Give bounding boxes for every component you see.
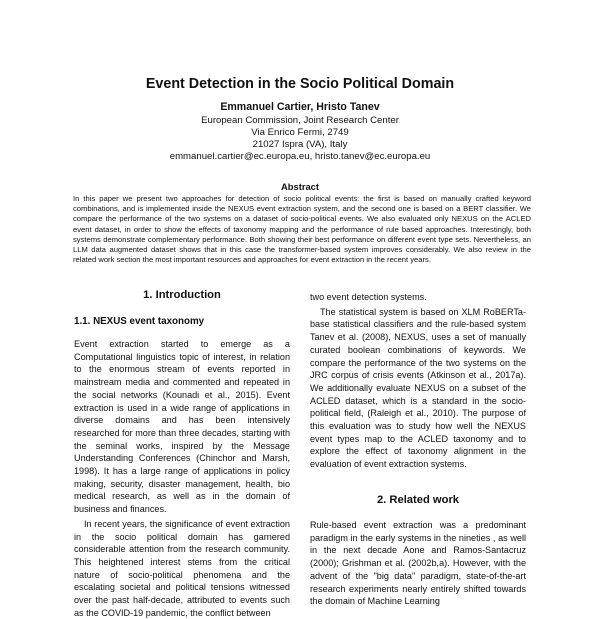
subsection-heading-nexus-taxonomy: 1.1. NEXUS event taxonomy (74, 316, 205, 327)
body-paragraph: Event extraction started to emerge as a Computational linguistics topic of interest, in relation to the enormous stream of events reported in mainstream media and commented and repeated in the social networks (Kounadi et al., 2015). Event extraction is used in a wide range of applications in diverse domains and has been intensively researched for more than three decades, starting with the seminal works, inspired by the Message Understanding Conferences (Chinchor and Marsh, 1998). It has a large range of applications in policy making, security, disaster management, health, bio medical research, as well as in the domain of business and finances. (74, 339, 290, 515)
section-heading-introduction: 1. Introduction (143, 289, 221, 301)
paper-authors: Emmanuel Cartier, Hristo Tanev (220, 101, 380, 113)
abstract-text: In this paper we present two approaches for detection of socio political events: the first is based on manually crafted keyword combinations, and is implemented inside the NEXUS event extraction system, and the second one is based on a BERT classifier. We compare the performance of the two systems on a dataset of socio-political events. We also evaluated only NEXUS on the ACLED event dataset, in order to show the effects of taxonomy mapping and the performance of rule based approaches. Interestingly, both systems demonstrate complementary performance. Both showing their best performance on different event type sets. Nevertheless, an LLM data augmented dataset shows that in this case the transformer-based system improves considerably. We also review in the related work section the most important resources and approaches for event extraction in the recent years. (73, 194, 531, 265)
right-column-body (310, 291, 526, 471)
body-paragraph: In recent years, the significance of event extraction in the socio political domain has garnered considerable attention from the research community. This heightened interest stems from the critical nature of socio-political phenomena and the escalating societal and political tensions witnessed over the past half-decade, attributed to events such as the COVID-19 pandemic, the conflict between (74, 518, 290, 618)
abstract-heading: Abstract (280, 181, 320, 192)
author-emails: emmanuel.cartier@ec.europa.eu, hristo.tanev@ec.europa.eu (169, 151, 431, 162)
affiliation-line: 21027 Ispra (VA), Italy (252, 139, 348, 150)
affiliation-line: Via Enrico Fermi, 2749 (251, 127, 349, 138)
paper-title: Event Detection in the Socio Political Domain (145, 76, 455, 92)
section-heading-related-work: 2. Related work (376, 494, 460, 506)
body-paragraph: two event detection systems. (310, 292, 427, 302)
left-column-body (74, 338, 290, 619)
body-paragraph: The statistical system is based on XLM RoBERTa-base statistical classifiers and the rule-based system Tanev et al. (2008), NEXUS, uses a set of manually curated boolean combinations of keywords. We compare the performance of the two systems on the JRC corpus of crisis events (Atkinson et al., 2017a). We additionally evaluate NEXUS on a subset of the ACLED dataset, which is a standard in the socio-political field, (Raleigh et al., 2010). The purpose of this evaluation was to study how well the NEXUS event types map to the ACLED taxonomy and to explore the effect of taxonomy alignment in the evaluation of event extraction systems. (310, 306, 526, 470)
right-column-body-2 (310, 519, 526, 608)
affiliation-line: European Commission, Joint Research Center (201, 115, 399, 126)
body-paragraph: Rule-based event extraction was a predominant paradigm in the early systems in the nineties , as well in the next decade Aone and Ramos-Santacruz (2000); Grishman et al. (2002b,a). However, with the advent of the "big data" paradigm, state-of-the-art research experiments nearly entirely shifted towards the domain of Machine Learning (310, 520, 526, 607)
